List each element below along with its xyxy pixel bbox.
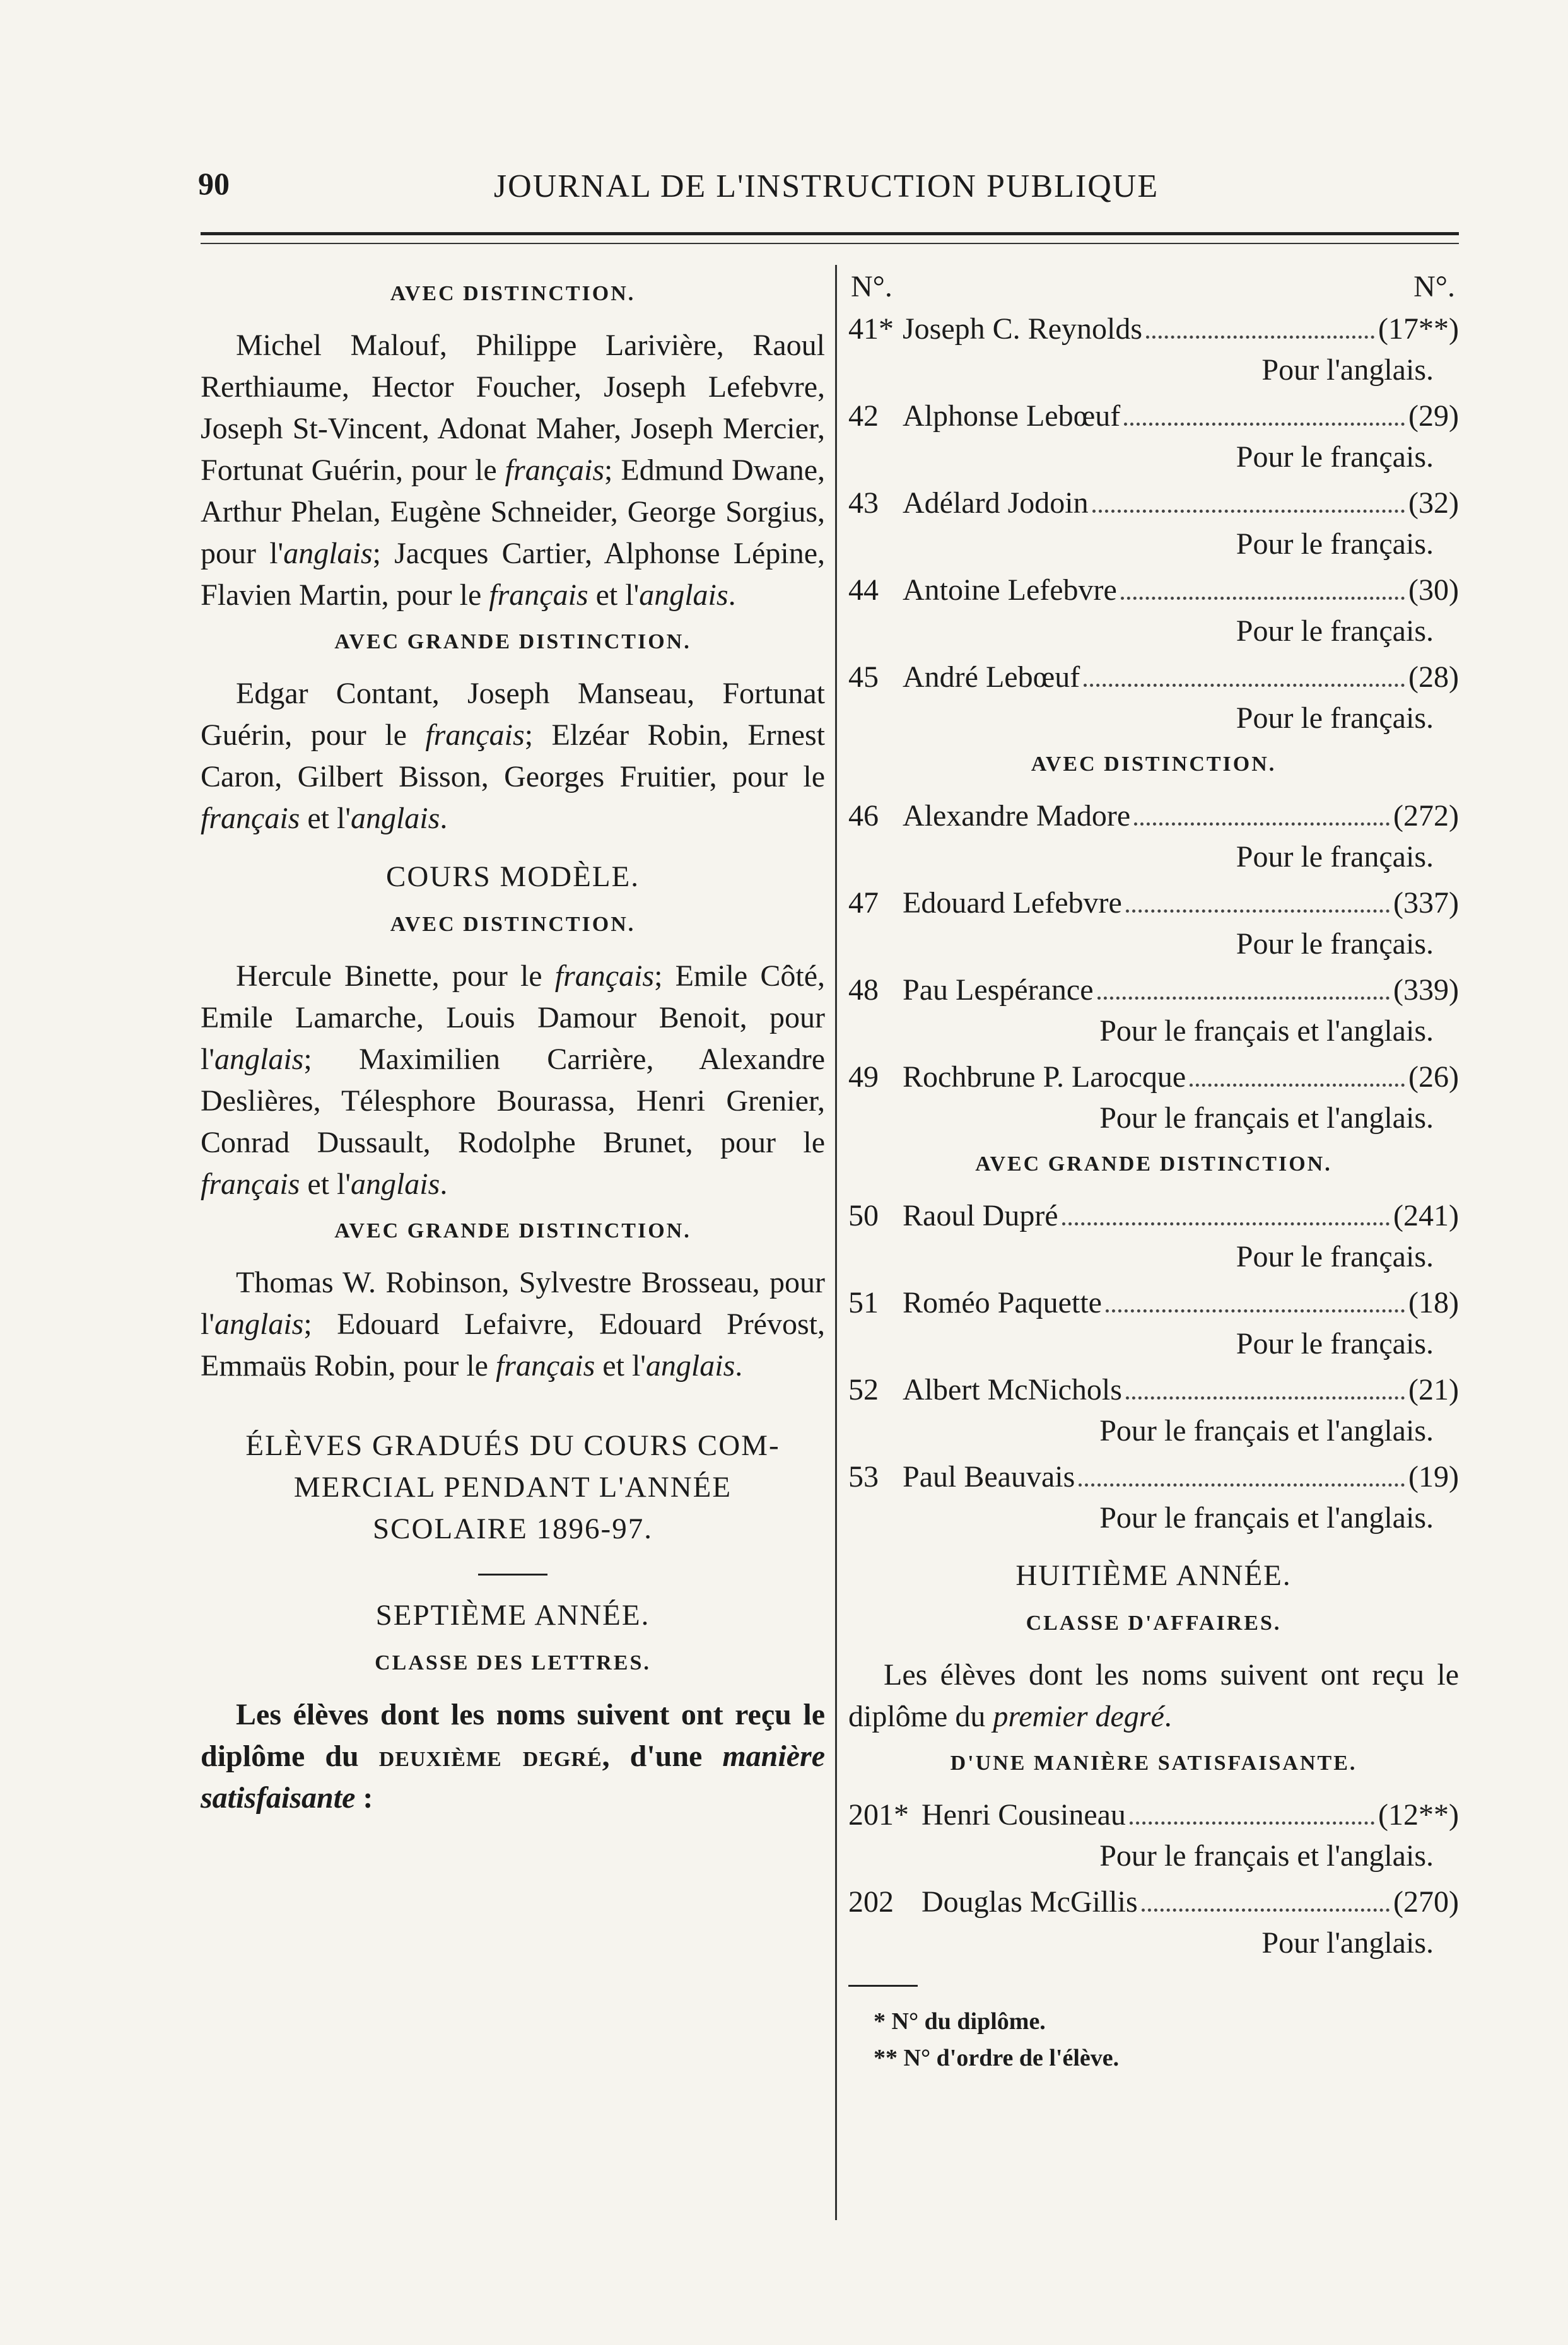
paragraph-names-grande-distinction: Edgar Contant, Joseph Manseau, Fortunat Guérin, pour le français; Elzéar Robin, Ernest Caron, Gilbert Bisson, Georges Fruitier, pour le français et l'anglais.: [201, 677, 825, 835]
paragraph-diploma-intro: Les élèves dont les noms suivent ont reçu le diplôme du premier degré.: [848, 1658, 1459, 1733]
section-heading: CLASSE DES LETTRES.: [375, 1651, 651, 1675]
list-item: 53 Paul Beauvais (19) Pour le français et l'anglais.: [848, 1460, 1459, 1535]
paragraph-names-distinction: Michel Malouf, Philippe Larivière, Raoul Rerthiaume, Hector Foucher, Joseph Lefebvre, Joseph St-Vincent, Adonat Maher, Joseph Mercier, Fortunat Guérin, pour le français; Edmund Dwane, Arthur Phelan, Eugène Schneider, George Sorgius, pour l'anglais; Jacques Cartier, Alphonse Lépine, Flavien Martin, pour le français et l'anglais.: [201, 329, 826, 612]
paragraph-diploma-intro: Les élèves dont les noms suivent ont reçu le diplôme du deuxième degré, d'une manière satisfaisante :: [201, 1698, 825, 1815]
section-title-graduates: ÉLÈVES GRADUÉS DU COURS COM- MERCIAL PENDANT L'ANNÉE SCOLAIRE 1896-97.: [245, 1429, 780, 1545]
entry-list: [848, 308, 1459, 739]
section-heading: AVEC GRANDE DISTINCTION.: [334, 1219, 691, 1243]
section-heading: D'UNE MANIÈRE SATISFAISANTE.: [950, 1751, 1357, 1775]
header-rule-thick: [201, 232, 1459, 235]
left-column: [201, 268, 825, 1833]
list-item: 52 Albert McNichols (21) Pour le français et l'anglais.: [848, 1373, 1459, 1447]
journal-title: JOURNAL DE L'INSTRUCTION PUBLIQUE: [493, 168, 1159, 204]
section-heading: AVEC GRANDE DISTINCTION.: [334, 630, 691, 653]
paragraph-cours-modele-grande-distinction: Thomas W. Robinson, Sylvestre Brosseau, pour l'anglais; Edouard Lefaivre, Edouard Prévost, Emmaüs Robin, pour le français et l'anglais.: [201, 1266, 825, 1383]
paragraph-cours-modele-distinction: Hercule Binette, pour le français; Emile Côté, Emile Lamarche, Louis Damour Benoit, pour l'anglais; Maximilien Carrière, Alexandre Deslières, Télesphore Bourassa, Henri Grenier, Conrad Dussault, Rodolphe Brunet, pour le français et l'anglais.: [201, 959, 826, 1201]
entry-list: [848, 795, 1459, 1138]
list-item: 201* Henri Cousineau (12**) Pour le français et l'anglais.: [848, 1798, 1459, 1873]
right-column: [848, 268, 1459, 2076]
list-item: 44 Antoine Lefebvre (30) Pour le français.: [848, 573, 1459, 648]
header-rule-thin: [201, 243, 1459, 244]
list-item: 42 Alphonse Lebœuf (29) Pour le français.: [848, 399, 1459, 474]
entry-list: [848, 1794, 1459, 1963]
running-header: [189, 165, 1463, 209]
list-item: 48 Pau Lespérance (339) Pour le français et l'anglais.: [848, 973, 1459, 1048]
list-item: 43 Adélard Jodoin (32) Pour le français.: [848, 486, 1459, 561]
list-item: 51 Roméo Paquette (18) Pour le français.: [848, 1286, 1459, 1360]
column-divider: [835, 265, 837, 2220]
page-number: 90: [198, 166, 230, 201]
section-title: HUITIÈME ANNÉE.: [1015, 1559, 1292, 1592]
list-item: 41* Joseph C. Reynolds (17**) Pour l'anglais.: [848, 312, 1459, 387]
list-item: 46 Alexandre Madore (272) Pour le français.: [848, 799, 1459, 874]
section-heading: AVEC GRANDE DISTINCTION.: [975, 1152, 1332, 1176]
list-item: 49 Rochbrune P. Larocque (26) Pour le français et l'anglais.: [848, 1060, 1459, 1135]
list-item: 50 Raoul Dupré (241) Pour le français.: [848, 1199, 1459, 1273]
footnote-rule: [848, 1985, 918, 1987]
entry-list: [848, 1195, 1459, 1538]
separator-dash: [478, 1574, 547, 1576]
list-item: 202 Douglas McGillis (270) Pour l'anglais.: [848, 1885, 1459, 1960]
list-item: 45 André Lebœuf (28) Pour le français.: [848, 660, 1459, 735]
footnote-diploma-number: * N° du diplôme.: [874, 2008, 1046, 2035]
section-heading: AVEC DISTINCTION.: [1031, 752, 1277, 776]
list-item: 47 Edouard Lefebvre (337) Pour le français.: [848, 886, 1459, 961]
number-column-header: N°. N°.: [851, 270, 1455, 303]
section-title: SEPTIÈME ANNÉE.: [375, 1599, 650, 1632]
section-heading: CLASSE D'AFFAIRES.: [1026, 1611, 1282, 1635]
section-heading: AVEC DISTINCTION.: [390, 282, 636, 305]
section-title: COURS MODÈLE.: [385, 860, 640, 893]
footnote-student-number: ** N° d'ordre de l'élève.: [874, 2045, 1120, 2071]
section-heading: AVEC DISTINCTION.: [390, 913, 636, 936]
